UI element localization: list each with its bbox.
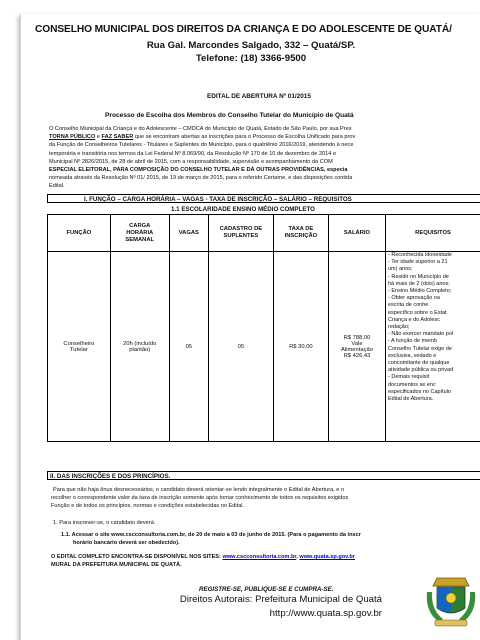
intro-line: Municipal Nº 2826/2015, de 28 de abril de 2015, com a responsabilidade, supervisão e acompanhamento da COM [49,158,333,165]
copyright-url[interactable]: http://www.quata.sp.gov.br [269,608,382,619]
cell-taxa: R$ 30,00 [273,252,328,442]
intro-line: ESPECIAL ELEITORAL, PARA COMPOSIÇÃO DO CONSELHO TUTELAR E DÁ OUTRAS PROVIDÊNCIAS, especia [49,167,348,174]
requirement-line: específico sobre o Estat [388,309,447,316]
notice-line [51,553,480,561]
item-line: 1. Para inscrever-se, o candidato deverá: [53,520,156,526]
notice-separator: , [296,554,300,560]
header-text: HORÁRIA [126,229,154,236]
requirement-line: exclusiva, vedado e [388,352,437,359]
cell-text: Alimentação [341,346,373,353]
col-header-cadastro [208,215,273,252]
requirement-line: Edital de Abertura. [388,396,434,403]
cell-text: plantão) [129,346,151,353]
closing-line: REGISTRE-SE, PUBLIQUE-SE E CUMPRA-SE. [199,586,334,593]
requirement-line: - A função de memb [388,338,437,345]
col-header-salario: SALÁRIO [328,215,385,252]
requirement-line: há mais de 2 (dois) anos; [388,280,450,287]
cell-text: Conselheiro [63,340,95,347]
cell-text: 20h (incluído [123,340,157,347]
copyright-text: Direitos Autorais: Prefeitura Municipal de Quatá [179,594,382,605]
col-header-funcao: FUNÇÃO [48,215,111,252]
intro-paragraph [49,125,480,191]
header-text: CARGA [129,222,151,229]
requirement-line: concomitante de qualque [388,360,450,367]
requirement-line: - Ensino Médio Completo; [388,288,452,295]
requirement-line: Criança e do Adolesc [388,316,440,323]
council-title: CONSELHO MUNICIPAL DOS DIREITOS DA CRIANÇA E DO ADOLESCENTE DE QUATÁ/ [35,24,452,35]
item-line [61,531,480,539]
header-text: SUPLENTES [223,233,259,239]
intro-line: da Função de Conselheiros Tutelares - Titulares e Suplentes do Município, para o quatriênio 2016/2019, atendendo à nece [49,142,354,149]
header-text: SEMANAL [125,236,155,243]
col-header-requisitos: REQUISITOS [386,215,480,252]
intro-text: que se encontram abertas as inscrições para o Processo de Escolha Unificado para prov [133,134,356,141]
faz-saber: FAZ SABER [101,134,134,141]
requirement-line: documentos se enc [388,381,436,388]
intro-line: nomeada através da Resolução Nº 01/ 2015, de 19 de março de 2015, para o referido Certame, e das disposições contida [49,175,353,182]
positions-table [47,214,480,442]
section-2-paragraph [51,486,480,511]
council-phone: Telefone: (18) 3366-9500 [195,53,307,64]
cell-requisitos [386,252,480,442]
item-text: , de 20 de maio a 03 de junho de 2015. (Para o pagamento da inscr [184,532,361,538]
cell-text: Tutelar [69,346,88,353]
section-2-title: II. DAS INSCRIÇÕES E DOS PRINCÍPIOS. [47,471,480,480]
col-header-taxa [273,215,328,252]
requirements-list [386,252,480,403]
edital-title: EDITAL DE ABERTURA Nº 01/2015 [207,93,311,100]
link-cscconsultoria[interactable]: www.cscconsultoria.com.br [222,554,297,560]
intro-line [49,133,480,141]
col-header-vagas: VAGAS [169,215,208,252]
cell-funcao [48,252,111,442]
cell-carga [110,252,169,442]
item-line: horário bancário deverá ser obedecido). [73,540,180,547]
requirement-line: - Residir no Município de [388,273,449,280]
requirement-line: redação; [388,324,410,331]
requirement-line: Conselho Tutelar exige de [388,345,452,352]
link-quata[interactable]: www.quata.sp.gov.br [299,554,355,560]
cell-text: R$ 426,43 [343,352,371,359]
document-page [20,14,480,640]
item-text: 1.1. Acessar o site [61,532,112,538]
header-text: CADASTRO DE [219,226,263,232]
table-header-row [48,215,480,252]
requirement-line: - Reconhecida idoneidade [388,252,452,258]
inscription-subitem [61,531,480,547]
intro-conj: e [95,134,102,141]
notice-text: O EDITAL COMPLETO ENCONTRA-SE DISPONÍVEL NOS SITES: [51,554,223,560]
table-row [48,252,480,442]
requirement-line: um) anos; [388,266,413,273]
process-title: Processo de Escolha dos Membros do Conselho Tutelar do Município de Quatá [105,112,354,119]
section-1-title: I. FUNÇÃO – CARGA HORÁRIA – VAGAS - TAXA DE INSCRIÇÃO – SALÁRIO – REQUISITOS [47,194,480,203]
intro-line: temporária e transitória nos termos da Lei Federal Nº 8.069/90, da Resolução Nº 170 de 10 de dezembro de 2014 e [49,150,337,157]
paragraph-line: recolher o correspondente valor da taxa de inscrição somente após tomar conhecimento de todos os requisitos exigidos [51,495,349,502]
torna-publico: TORNA PÚBLICO [49,134,96,141]
notice-line: MURAL DA PREFEITURA MUNICIPAL DE QUATÁ. [51,562,182,569]
intro-line: Edital. [49,183,65,190]
schooling-title: 1.1 ESCOLARIDADE ENSINO MÉDIO COMPLETO [171,206,315,213]
header-text: TAXA DE [288,226,314,232]
requirement-line: atividade pública ou privad [388,367,454,374]
requirement-line: - Não exercer mandato pol [388,331,454,338]
cell-text: Vale [351,340,363,347]
inscription-item [53,519,480,527]
col-header-carga [110,215,169,252]
cell-text: R$ 788,00 [343,334,371,341]
cell-cadastro: 05 [208,252,273,442]
paragraph-line: Para que não haja ônus desnecessários, o candidato deverá orientar-se lendo integralmente o Edital de Abertura, e n [53,487,345,493]
header-text: INSCRIÇÃO [284,233,318,239]
cell-vagas: 05 [169,252,208,442]
requirement-line: - Demais requisit [388,374,430,381]
requirement-line: escrita de conhe [388,302,429,309]
requirement-line: - Obter aprovação na [388,295,440,302]
full-edital-notice [51,553,480,569]
site-text: www.cscconsultoria.com.br [111,532,185,538]
paragraph-line: Função e de todos os princípios, normas e condições estabelecidas no Edital. [51,503,245,510]
requirement-line: - Ter idade superior a 21 [388,259,448,266]
municipal-coat-of-arms-icon [423,572,479,632]
council-address: Rua Gal. Marcondes Salgado, 332 – Quatá/SP. [146,40,356,51]
intro-line: O Conselho Municipal da Criança e do Adolescente – CMDCA do Município de Quatá, Estado de São Paulo, por sua Pres [49,126,352,132]
requirement-line: especificados no Capítulo [388,388,451,395]
cell-salario [328,252,385,442]
